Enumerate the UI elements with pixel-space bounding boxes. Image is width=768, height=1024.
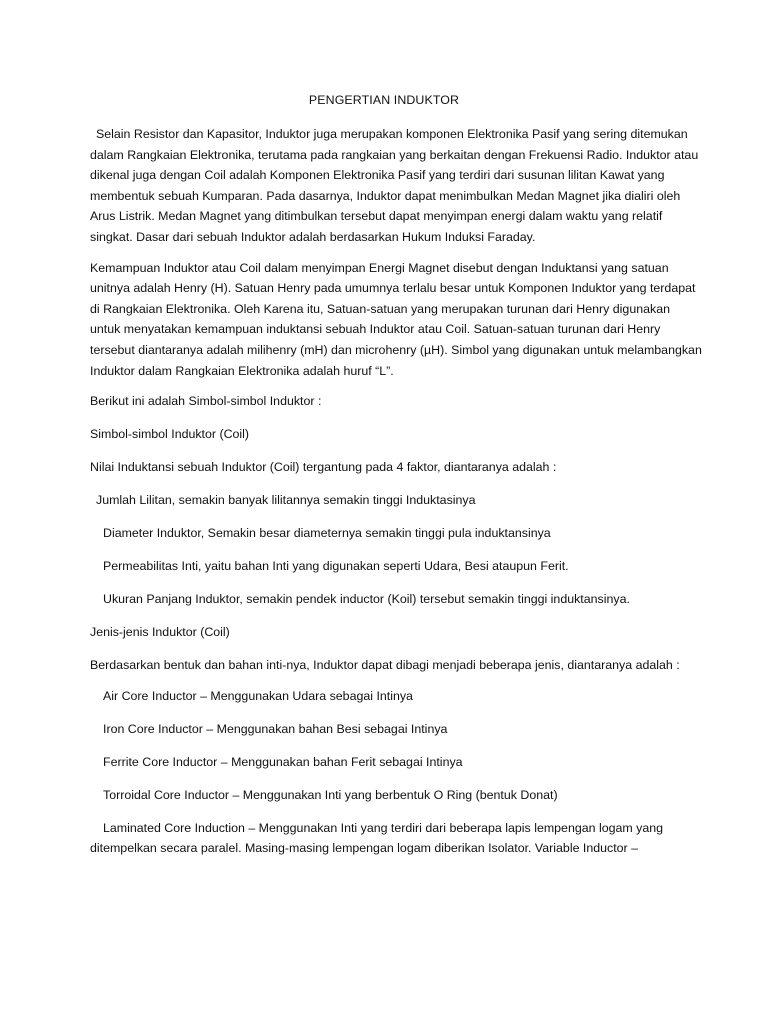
list-item: Laminated Core Induction – Menggunakan Inti yang terdiri dari beberapa lapis lempengan logam yang ditempelkan secara paralel. Masing-masing lempengan logam diberikan Isolator. Variable Inductor – xyxy=(90,820,664,856)
list-item: Iron Core Inductor – Menggunakan bahan Besi sebagai Intinya xyxy=(103,721,448,736)
paragraph-symbols-caption: Simbol-simbol Induktor (Coil) xyxy=(90,427,250,442)
types-intro: Berdasarkan bentuk dan bahan inti-nya, Induktor dapat dibagi menjadi beberapa jenis, diantaranya adalah : xyxy=(90,658,680,672)
list-item: Permeabilitas Inti, yaitu bahan Inti yang digunakan seperti Udara, Besi ataupun Ferit. xyxy=(103,559,569,574)
factors-list xyxy=(90,490,702,610)
types-heading: Jenis-jenis Induktor (Coil) xyxy=(90,625,230,640)
document-title: PENGERTIAN INDUKTOR xyxy=(308,93,460,107)
paragraph-intro: Selain Resistor dan Kapasitor, Induktor juga merupakan komponen Elektronika Pasif yang sering ditemukan dalam Rangkaian Elektronika, terutama pada rangkaian yang berkaitan dengan Frekuensi Radio. Induktor atau dikenal juga dengan Coil adalah Komponen Elektronika Pasif yang terdiri dari susunan lilitan Kawat yang membentuk sebuah Kumparan. Pada dasarnya, Induktor dapat menimbulkan Medan Magnet jika dialiri oleh Arus Listrik. Medan Magnet yang ditimbulkan tersebut dapat menyimpan energi dalam waktu yang relatif singkat. Dasar dari sebuah Induktor adalah berdasarkan Hukum Induksi Faraday. xyxy=(90,127,699,244)
list-item: Air Core Inductor – Menggunakan Udara sebagai Intinya xyxy=(103,688,413,703)
paragraph-symbols-intro: Berikut ini adalah Simbol-simbol Induktor : xyxy=(90,394,322,409)
paragraph-factors-intro: Nilai Induktansi sebuah Induktor (Coil) tergantung pada 4 faktor, diantaranya adalah : xyxy=(90,460,557,475)
list-item: Torroidal Core Inductor – Menggunakan Inti yang berbentuk O Ring (bentuk Donat) xyxy=(103,787,558,802)
document-body xyxy=(90,124,702,871)
list-item: Ukuran Panjang Induktor, semakin pendek inductor (Koil) tersebut semakin tinggi induktansinya. xyxy=(103,592,630,607)
types-list xyxy=(90,686,702,859)
paragraph-inductance: Kemampuan Induktor atau Coil dalam menyimpan Energi Magnet disebut dengan Induktansi yang satuan unitnya adalah Henry (H). Satuan Henry pada umumnya terlalu besar untuk Komponen Induktor yang terdapat di Rangkaian Elektronika. Oleh Karena itu, Satuan-satuan yang merupakan turunan dari Henry digunakan untuk menyatakan kemampuan induktansi sebuah Induktor atau Coil. Satuan-satuan turunan dari Henry tersebut diantaranya adalah milihenry (mH) dan microhenry (µH). Simbol yang digunakan untuk melambangkan Induktor dalam Rangkaian Elektronika adalah huruf “L”. xyxy=(90,260,702,378)
list-item: Ferrite Core Inductor – Menggunakan bahan Ferit sebagai Intinya xyxy=(103,754,463,769)
list-item: Diameter Induktor, Semakin besar diameternya semakin tinggi pula induktansinya xyxy=(103,526,551,541)
list-item: Jumlah Lilitan, semakin banyak lilitannya semakin tinggi Induktasinya xyxy=(96,493,476,508)
